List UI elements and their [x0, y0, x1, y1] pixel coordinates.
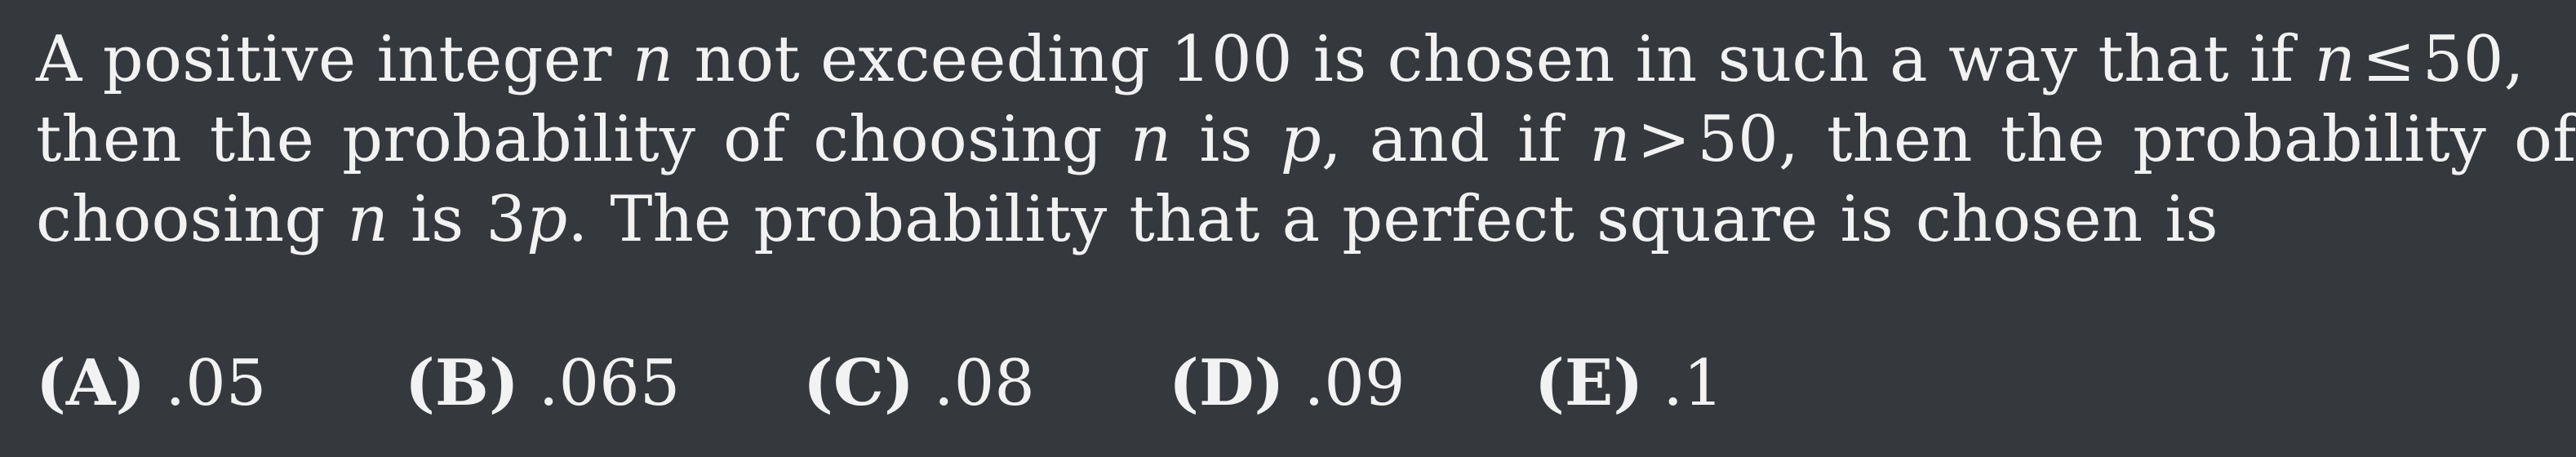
- answer-choice-a[interactable]: [36, 339, 266, 428]
- choice-value: .065: [538, 347, 681, 420]
- choice-value: .1: [1663, 347, 1724, 420]
- choice-label: (A): [36, 346, 146, 420]
- problem-text: A positive integer: [36, 23, 612, 96]
- choice-value: .09: [1304, 347, 1406, 420]
- variable-p: p: [526, 183, 568, 256]
- problem-text: . The probability that a perfect square is chosen is: [567, 183, 2218, 256]
- choice-label: (D): [1169, 346, 1285, 420]
- answer-choice-b[interactable]: [405, 339, 680, 428]
- variable-n: n: [2314, 23, 2356, 96]
- answer-choice-d[interactable]: [1169, 339, 1406, 428]
- answer-choice-c[interactable]: [803, 339, 1035, 428]
- choice-label: (C): [803, 346, 914, 420]
- choice-value: .08: [933, 347, 1035, 420]
- problem-statement: [36, 20, 2576, 260]
- choice-value: .05: [165, 347, 267, 420]
- choice-label: (E): [1534, 346, 1644, 420]
- problem-text: 50,: [2422, 23, 2525, 96]
- less-than-or-equal-sign: ≤: [2362, 23, 2416, 96]
- variable-p: p: [1280, 103, 1321, 176]
- variable-n: n: [632, 23, 674, 96]
- choice-label: (B): [405, 346, 519, 420]
- problem-text: , and if: [1321, 103, 1562, 176]
- problem-line-3: [36, 180, 2378, 260]
- answer-choices: [36, 339, 1750, 428]
- problem-text: is: [1199, 103, 1253, 176]
- problem-line-1: [36, 20, 2525, 100]
- greater-than-sign: >: [1637, 103, 1691, 176]
- answer-choice-e[interactable]: [1534, 339, 1724, 428]
- variable-n: n: [1589, 103, 1631, 176]
- variable-n: n: [1130, 103, 1172, 176]
- problem-text: 50, then the probability of: [1697, 103, 2576, 176]
- problem-text: then the probability of choosing: [36, 103, 1103, 176]
- problem-text: is 3: [411, 183, 527, 256]
- problem-text: choosing: [36, 183, 326, 256]
- problem-text: not exceeding 100 is chosen in such a way that if: [694, 23, 2294, 96]
- variable-n: n: [347, 183, 389, 256]
- problem-line-2: [36, 100, 2576, 180]
